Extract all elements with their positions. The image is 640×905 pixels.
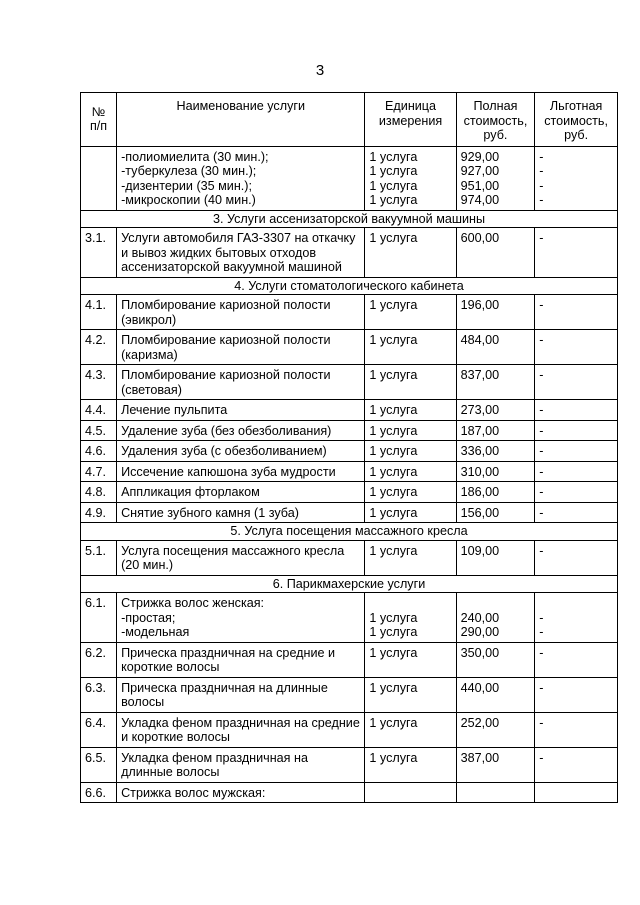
table-row xyxy=(81,420,618,441)
continuation-row xyxy=(81,146,618,210)
cell-num: 4.5. xyxy=(81,420,117,441)
cell-name: Пломбирование кариозной полости (световая) xyxy=(117,365,365,400)
cell-num: 3.1. xyxy=(81,228,117,278)
cell-num: 4.7. xyxy=(81,461,117,482)
cell-unit: 1 услуга xyxy=(365,295,456,330)
header-unit-line: Единица xyxy=(385,99,437,113)
cell-unit: 1 услуга xyxy=(365,461,456,482)
cell-discount-price xyxy=(535,782,618,803)
header-name: Наименование услуги xyxy=(117,93,365,147)
cell-full-price: 196,00 xyxy=(456,295,535,330)
table-row xyxy=(81,677,618,712)
sub-full-line: 290,00 xyxy=(460,625,500,639)
page-number: 3 xyxy=(315,62,325,79)
header-disc-line: стоимость, xyxy=(544,113,608,128)
cont-unit-line: 1 услуга xyxy=(369,164,418,178)
table-row xyxy=(81,365,618,400)
cell-unit: 1 услуга xyxy=(365,677,456,712)
section-title: 6. Парикмахерские услуги xyxy=(81,575,618,593)
cell-full-price: 336,00 xyxy=(456,441,535,462)
cell-full-price: 186,00 xyxy=(456,482,535,503)
cont-unit-line: 1 услуга xyxy=(369,149,418,164)
cell-unit: 1 услуга xyxy=(365,228,456,278)
cell-unit: 1 услуга xyxy=(365,420,456,441)
cell-num xyxy=(81,146,117,210)
spacer xyxy=(369,596,451,611)
cell-discount-price: - xyxy=(535,461,618,482)
cell-name: Иссечение капюшона зуба мудрости xyxy=(117,461,365,482)
cont-name-line: -микроскопии (40 мин.) xyxy=(121,193,256,207)
cell-full-price: 156,00 xyxy=(456,502,535,523)
cell-num: 4.4. xyxy=(81,400,117,421)
cell-name: Укладка феном праздничная на средние и короткие волосы xyxy=(117,712,365,747)
cell-full-price: 273,00 xyxy=(456,400,535,421)
cell-full-price: 109,00 xyxy=(456,540,535,575)
header-unit-line: измерения xyxy=(378,113,443,128)
cell-full-price: 310,00 xyxy=(456,461,535,482)
cell-num: 6.1. xyxy=(81,593,117,643)
cell-discount-price: - xyxy=(535,712,618,747)
cell-full-price: 387,00 xyxy=(456,747,535,782)
header-disc-line: руб. xyxy=(564,128,589,142)
table-row xyxy=(81,441,618,462)
cell-name: Пломбирование кариозной полости (эвикрол) xyxy=(117,295,365,330)
cell-name: Пломбирование кариозной полости (каризма) xyxy=(117,330,365,365)
cell-name: Услуга посещения массажного кресла (20 мин.) xyxy=(117,540,365,575)
header-full-line: руб. xyxy=(483,128,508,142)
cell-name: Удаления зуба (с обезболиванием) xyxy=(117,441,365,462)
cont-disc-line: - xyxy=(539,149,544,164)
table-row xyxy=(81,502,618,523)
table-header-row xyxy=(81,93,618,147)
cell-discount-price: - xyxy=(535,441,618,462)
cell-name: Услуги автомобиля ГАЗ-3307 на откачку и вывоз жидких бытовых отходов ассенизаторской вакуумной машиной xyxy=(117,228,365,278)
header-num-line: № xyxy=(91,104,106,119)
sub-disc-line: - xyxy=(539,610,544,625)
table-row xyxy=(81,295,618,330)
cont-full-line: 927,00 xyxy=(460,164,500,178)
header-full-line: стоимость, xyxy=(463,113,528,128)
cell-unit: 1 услуга xyxy=(365,747,456,782)
header-full-line: Полная xyxy=(473,99,518,113)
cell-num: 4.1. xyxy=(81,295,117,330)
cell-unit: 1 услуга xyxy=(365,365,456,400)
cell-unit: 1 услуга xyxy=(365,712,456,747)
row-name-line: Стрижка волос женская: xyxy=(121,596,265,610)
cell-discount-price: - xyxy=(535,400,618,421)
table-body xyxy=(81,146,618,803)
cell-full-price: 837,00 xyxy=(456,365,535,400)
table-row xyxy=(81,712,618,747)
cell-discount-price: - xyxy=(535,295,618,330)
cell-name: Прическа праздничная на средние и короткие волосы xyxy=(117,642,365,677)
cell-full-price xyxy=(456,593,535,643)
table-row xyxy=(81,540,618,575)
cont-disc-line: - xyxy=(539,193,544,207)
cell-full-price: 484,00 xyxy=(456,330,535,365)
header-unit xyxy=(365,93,456,147)
cell-name: Укладка феном праздничная на длинные волосы xyxy=(117,747,365,782)
cell-unit: 1 услуга xyxy=(365,441,456,462)
cell-discount-price xyxy=(535,146,618,210)
price-table xyxy=(80,92,618,803)
cell-unit: 1 услуга xyxy=(365,540,456,575)
cell-discount-price: - xyxy=(535,642,618,677)
cell-num: 4.3. xyxy=(81,365,117,400)
header-num xyxy=(81,93,117,147)
cell-discount-price: - xyxy=(535,365,618,400)
cont-full-line: 951,00 xyxy=(460,178,500,193)
table-row xyxy=(81,593,618,643)
cell-unit: 1 услуга xyxy=(365,482,456,503)
section-header-row xyxy=(81,210,618,228)
cell-discount-price: - xyxy=(535,228,618,278)
cell-full-price: 600,00 xyxy=(456,228,535,278)
cell-name: Аппликация фторлаком xyxy=(117,482,365,503)
table-row xyxy=(81,461,618,482)
cell-discount-price xyxy=(535,593,618,643)
cell-discount-price: - xyxy=(535,420,618,441)
cell-name: Прическа праздничная на длинные волосы xyxy=(117,677,365,712)
table-row xyxy=(81,330,618,365)
cell-name xyxy=(117,146,365,210)
header-disc-line: Льготная xyxy=(549,99,603,113)
table-row xyxy=(81,747,618,782)
cont-full-line: 929,00 xyxy=(460,149,500,164)
cell-name xyxy=(117,593,365,643)
table-row xyxy=(81,782,618,803)
sub-name-line: -простая; xyxy=(121,610,176,625)
cell-full-price: 440,00 xyxy=(456,677,535,712)
cell-discount-price: - xyxy=(535,540,618,575)
section-title: 5. Услуга посещения массажного кресла xyxy=(81,523,618,541)
cell-num: 4.9. xyxy=(81,502,117,523)
cell-num: 5.1. xyxy=(81,540,117,575)
sub-unit-line: 1 услуга xyxy=(369,625,418,639)
cont-unit-line: 1 услуга xyxy=(369,178,418,193)
table-row xyxy=(81,228,618,278)
header-full-price xyxy=(456,93,535,147)
table-row xyxy=(81,400,618,421)
cell-num: 6.5. xyxy=(81,747,117,782)
section-title: 3. Услуги ассенизаторской вакуумной машины xyxy=(81,210,618,228)
cell-unit: 1 услуга xyxy=(365,502,456,523)
spacer xyxy=(539,596,613,611)
header-discount-price xyxy=(535,93,618,147)
cell-num: 6.2. xyxy=(81,642,117,677)
cell-num: 6.6. xyxy=(81,782,117,803)
cell-unit: 1 услуга xyxy=(365,400,456,421)
cell-num: 4.6. xyxy=(81,441,117,462)
cell-num: 6.4. xyxy=(81,712,117,747)
cell-discount-price: - xyxy=(535,502,618,523)
cell-unit xyxy=(365,782,456,803)
cell-num: 4.2. xyxy=(81,330,117,365)
cont-name-line: -полиомиелита (30 мин.); xyxy=(121,149,269,164)
cell-full-price xyxy=(456,782,535,803)
cell-discount-price: - xyxy=(535,330,618,365)
cell-discount-price: - xyxy=(535,482,618,503)
cell-discount-price: - xyxy=(535,747,618,782)
cell-unit xyxy=(365,146,456,210)
sub-disc-line: - xyxy=(539,625,544,639)
table-row xyxy=(81,642,618,677)
cell-full-price: 252,00 xyxy=(456,712,535,747)
cell-name: Удаление зуба (без обезболивания) xyxy=(117,420,365,441)
cell-unit: 1 услуга xyxy=(365,330,456,365)
cont-name-line: -дизентерии (35 мин.); xyxy=(121,178,252,193)
cell-unit: 1 услуга xyxy=(365,642,456,677)
cont-disc-line: - xyxy=(539,164,544,178)
cell-unit xyxy=(365,593,456,643)
cell-num: 4.8. xyxy=(81,482,117,503)
sub-unit-line: 1 услуга xyxy=(369,610,418,625)
cell-name: Снятие зубного камня (1 зуба) xyxy=(117,502,365,523)
cont-unit-line: 1 услуга xyxy=(369,193,418,207)
cell-full-price: 187,00 xyxy=(456,420,535,441)
cell-full-price: 350,00 xyxy=(456,642,535,677)
cell-full-price xyxy=(456,146,535,210)
section-header-row xyxy=(81,277,618,295)
cell-name: Лечение пульпита xyxy=(117,400,365,421)
cell-name: Стрижка волос мужская: xyxy=(117,782,365,803)
section-title: 4. Услуги стоматологического кабинета xyxy=(81,277,618,295)
sub-name-line: -модельная xyxy=(121,625,190,639)
cont-disc-line: - xyxy=(539,178,544,193)
cell-discount-price: - xyxy=(535,677,618,712)
cell-num: 6.3. xyxy=(81,677,117,712)
table-row xyxy=(81,482,618,503)
spacer xyxy=(461,596,531,611)
section-header-row xyxy=(81,575,618,593)
cont-full-line: 974,00 xyxy=(460,193,500,207)
cont-name-line: -туберкулеза (30 мин.); xyxy=(121,164,257,178)
sub-full-line: 240,00 xyxy=(460,610,500,625)
header-num-line: п/п xyxy=(89,119,108,134)
section-header-row xyxy=(81,523,618,541)
